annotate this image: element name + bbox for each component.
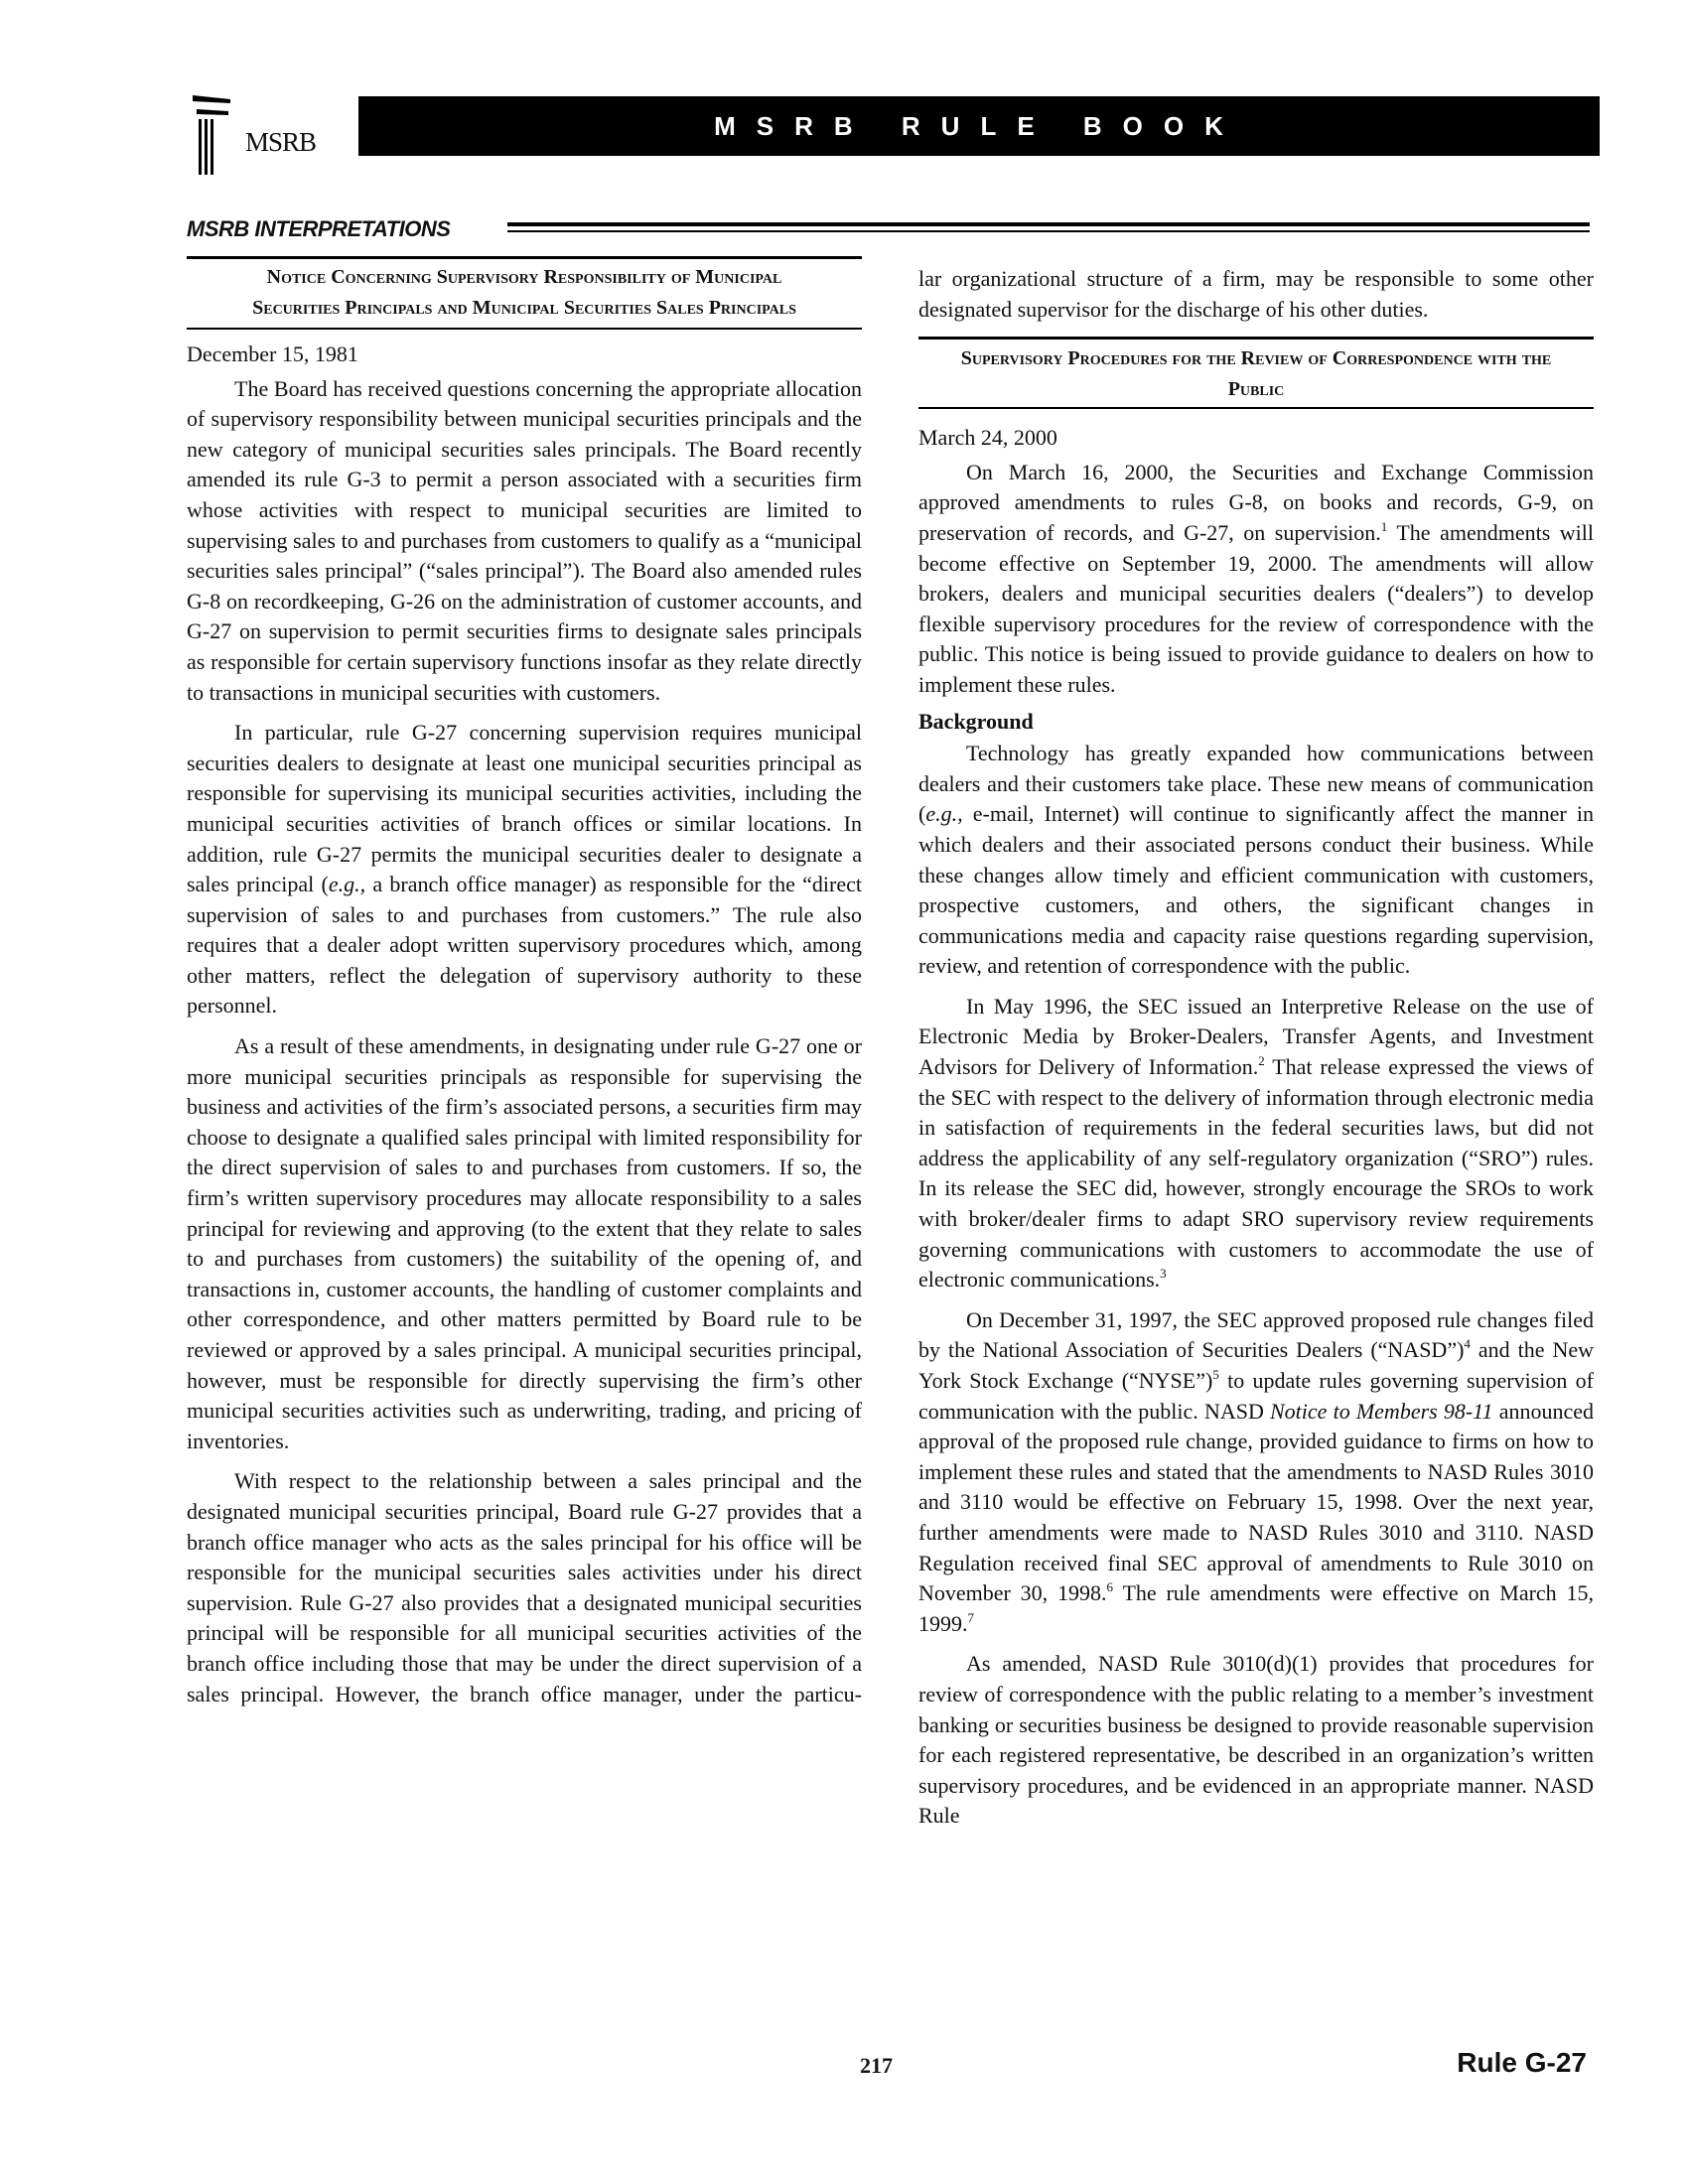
right-column <box>918 264 1594 1832</box>
notice2-title: Supervisory Procedures for the Review of Correspondence with the Public <box>918 337 1594 409</box>
footnote-ref: 2 <box>1258 1053 1265 1069</box>
text-run: The Board has received questions concerning the appropriate allocation of supervisory responsibility between municipal securities principals and the new category of municipal securities sales principals. The Board recently amended its rule G-3 to permit a person associated with a securities firm whose activities with respect to municipal securities are limited to supervising sales to and purchases from customers to qualify as a “municipal securities sales principal” (“sales principal”). The Board also amended rules G-8 on recordkeeping, G-26 on the administration of customer accounts, and G-27 on supervision to permit securities firms to designate sales principals as responsible for certain supervisory functions insofar as they relate directly to transactions in municipal securities with customers. <box>187 375 862 705</box>
footnote-ref: 5 <box>1212 1367 1219 1382</box>
text-run: On December 31, 1997, the SEC approved proposed rule changes filed by the National Association of Securities Dealers (“NASD”) <box>918 1306 1594 1363</box>
rule-label: Rule G-27 <box>1457 2047 1587 2078</box>
text-run: Technology has greatly expanded how communications between dealers and their customers take place. These new means of communication ( <box>918 741 1594 827</box>
text-run: The amendments will become effective on September 19, 2000. The amendments will allow brokers, dealers and municipal securities dealers (“dealers”) to develop flexible supervisory procedures for the review of correspondence with the public. This notice is being issued to provide guidance to dealers on how to implement these rules. <box>918 519 1594 697</box>
text-run: e.g., <box>328 872 366 897</box>
text-run: and the New York Stock Exchange (“NYSE”) <box>918 1337 1594 1393</box>
footnote-ref: 7 <box>967 1609 974 1625</box>
text-run: lar organizational structure of a firm, may be responsible to some other designated supervisor for the discharge of his other duties. <box>918 266 1594 322</box>
notice1-continuation <box>918 264 1594 325</box>
text-run: In May 1996, the SEC issued an Interpretive Release on the use of Electronic Media by Broker-Dealers, Transfer Agents, and Investment Advisors for Delivery of Information. <box>918 993 1594 1080</box>
notice1-title: Notice Concerning Supervisory Responsibility of Municipal Securities Principals and Municipal Securities Sales Principals <box>187 256 862 330</box>
notice1-date: December 15, 1981 <box>187 341 358 366</box>
background-heading: Background <box>918 708 1034 734</box>
text-run: In particular, rule G-27 concerning supervision requires municipal securities dealers to designate at least one municipal securities principal as responsible for supervising its municipal securities activities, including the municipal securities activities of branch offices or similar locations. In addition, rule G-27 permits the municipal securities dealer to designate a sales principal ( <box>187 720 862 897</box>
footnote-ref: 3 <box>1160 1266 1167 1282</box>
page-number: 217 <box>860 2053 893 2078</box>
left-column <box>187 256 862 1709</box>
rule-book-banner: MSRB RULE BOOK <box>358 96 1600 156</box>
text-run: As amended, NASD Rule 3010(d)(1) provides that procedures for review of correspondence with the public relating to a member’s investment banking or securities business be designed to provide reasonable supervision for each registered representative, be described in an organization’s written supervisory procedures, and be evidenced in an appropriate manner. NASD Rule <box>918 1651 1594 1829</box>
paragraph <box>918 1649 1594 1832</box>
logo-text: MSRB <box>245 127 317 157</box>
paragraph <box>187 1031 862 1456</box>
footnote-ref: 6 <box>1106 1579 1114 1595</box>
text-run: With respect to the relationship between a sales principal and the designated municipal securities principal, Board rule G-27 provides that a branch office manager who acts as the sales principal for his office will be responsible for the municipal securities sales activities under his direct supervision. Rule G-27 also provides that a designated municipal securities principal will be responsible for all municipal securities activities of the branch office including those that may be under the direct supervision of a sales principal. However, the branch office manager, under the particu- <box>187 1468 862 1706</box>
paragraph <box>918 1305 1594 1640</box>
text-run: On March 16, 2000, the Securities and Exchange Commission approved amendments to rules G-8, on books and records, G-9, on preservation of records, and G-27, on supervision. <box>918 459 1594 545</box>
notice2-date: March 24, 2000 <box>918 425 1057 451</box>
notice2-body <box>918 739 1594 1832</box>
paragraph <box>187 1466 862 1709</box>
text-run: e-mail, Internet) will continue to significantly affect the manner in which dealers and their associated persons conduct their business. While these changes allow timely and efficient communication with customers, prospective customers, and others, the significant changes in communications media and capacity raise questions regarding supervision, review, and retention of correspondence with the public. <box>918 801 1594 979</box>
text-run: e.g., <box>925 801 963 827</box>
notice1-body <box>187 374 862 1710</box>
text-run: a branch office manager) as responsible for the “direct supervision of sales to and purchases from customers.” The rule also requires that a dealer adopt written supervisory procedures which, among other matters, reflect the delegation of supervisory authority to these personnel. <box>187 872 862 1019</box>
paragraph <box>918 264 1594 325</box>
text-run: announced approval of the proposed rule change, provided guidance to firms on how to implement these rules and stated that the amendments to NASD Rules 3010 and 3110 would be effective on February 15, 1998. Over the next year, further amendments were made to NASD Rules 3010 and 3110. NASD Regulation received final SEC approval of amendments to Rule 3010 on November 30, 1998. <box>918 1398 1595 1606</box>
text-run: to update rules governing supervision of communication with the public. NASD <box>918 1368 1594 1424</box>
paragraph <box>918 458 1594 701</box>
text-run: That release expressed the views of the SEC with respect to the delivery of information through electronic media in satisfaction of requirements in the federal securities laws, but did not address the applicability of any self-regulatory organization (“SRO”) rules. In its release the SEC did, however, strongly encourage the SROs to work with broker/dealer firms to adapt SRO supervisory review requirements governing communications with customers to accommodate the use of electronic communications. <box>918 1054 1595 1293</box>
section-label: MSRB INTERPRETATIONS <box>187 216 451 241</box>
footnote-ref: 4 <box>1464 1336 1471 1352</box>
text-run: Notice to Members 98-11 <box>1270 1398 1493 1424</box>
notice2-intro <box>918 458 1594 701</box>
footnote-ref: 1 <box>1380 518 1388 534</box>
text-run: As a result of these amendments, in designating under rule G-27 one or more municipal securities principals as responsible for supervising the business and activities of the firm’s associated persons, a securities firm may choose to designate a qualified sales principal with limited responsibility for the direct supervision of sales to and purchases from customers. If so, the firm’s written supervisory procedures may allocate responsibility to a sales principal for reviewing and approving (to the extent that they relate to sales to and purchases from customers) the suitability of the opening of, and transactions in, customer accounts, the handling of customer complaints and other correspondence, and other matters permitted by Board rule to be reviewed or approved by a sales principal. A municipal securities principal, however, must be responsible for directly supervising the firm’s other municipal securities activities such as underwriting, trading, and pricing of inventories. <box>187 1033 862 1453</box>
paragraph <box>187 374 862 709</box>
text-run: The rule amendments were effective on March 15, 1999. <box>918 1580 1595 1636</box>
paragraph <box>187 718 862 1022</box>
paragraph <box>918 992 1594 1296</box>
paragraph <box>918 739 1594 982</box>
section-double-rule <box>507 222 1590 232</box>
